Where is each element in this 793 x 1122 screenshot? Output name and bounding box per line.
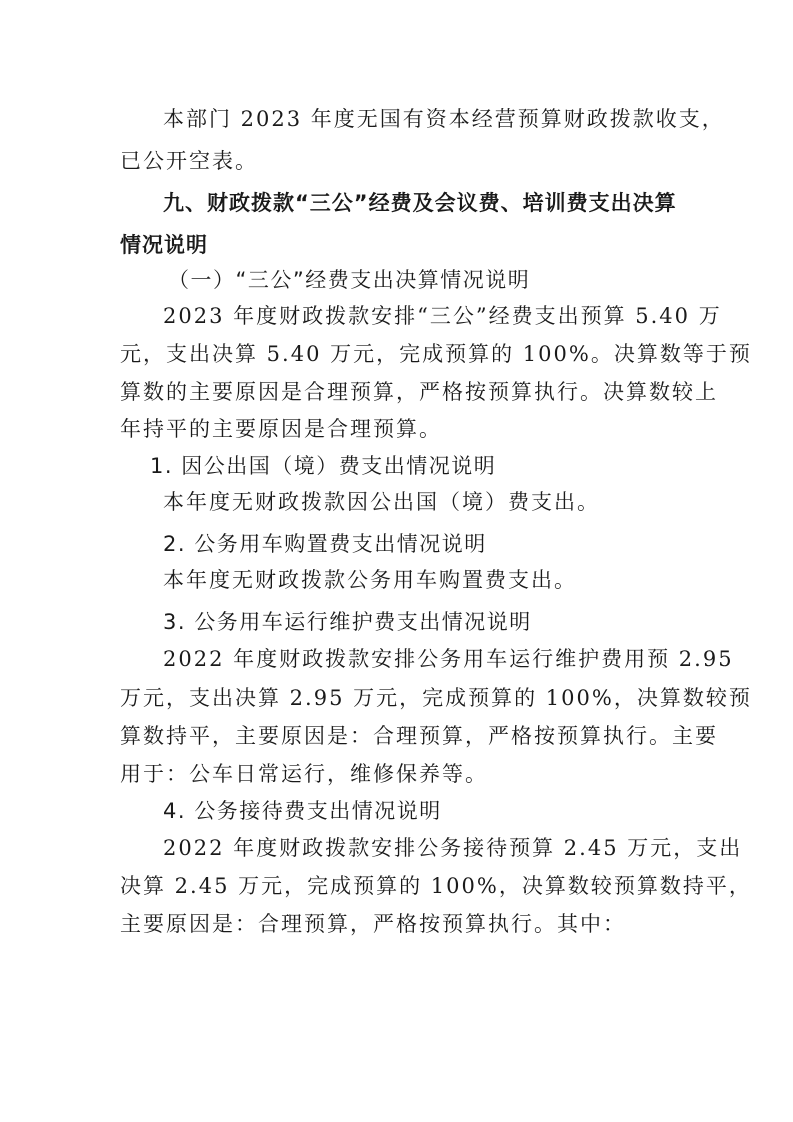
subsection-heading: （一）“三公”经费支出决算情况说明: [168, 268, 531, 292]
paragraph-line: 2022 年度财政拨款安排公务用车运行维护费用预 2.95: [163, 647, 734, 671]
paragraph-line: 决算 2.45 万元，完成预算的 100%，决算数较预算数持平，: [120, 874, 752, 898]
paragraph-line: 万元，支出决算 2.95 万元，完成预算的 100%，决算数较预: [120, 686, 752, 710]
section-heading: 情况说明: [120, 233, 208, 257]
paragraph-line: 用于：公车日常运行，维修保养等。: [120, 762, 488, 786]
paragraph-line: 元，支出决算 5.40 万元，完成预算的 100%。决算数等于预: [120, 342, 752, 366]
paragraph-line: 算数持平，主要原因是：合理预算，严格按预算执行。主要: [120, 724, 718, 748]
item-heading: 3. 公务用车运行维护费支出情况说明: [163, 610, 532, 634]
paragraph-line: 已公开空表。: [120, 149, 258, 173]
paragraph-line: 年持平的主要原因是合理预算。: [120, 417, 442, 441]
paragraph-line: 算数的主要原因是合理预算，严格按预算执行。决算数较上: [120, 380, 718, 404]
item-heading: 2. 公务用车购置费支出情况说明: [163, 532, 487, 556]
paragraph-line: 本年度无财政拨款公务用车购置费支出。: [163, 568, 577, 592]
item-heading: 4. 公务接待费支出情况说明: [163, 799, 442, 823]
item-heading: 1. 因公出国（境）费支出情况说明: [150, 454, 497, 478]
section-heading: 九、财政拨款“三公”经费及会议费、培训费支出决算: [163, 191, 677, 215]
paragraph-line: 本部门 2023 年度无国有资本经营预算财政拨款收支，: [163, 107, 725, 131]
paragraph-line: 本年度无财政拨款因公出国（境）费支出。: [163, 490, 600, 514]
paragraph-line: 2022 年度财政拨款安排公务接待预算 2.45 万元，支出: [163, 836, 743, 860]
paragraph-line: 主要原因是：合理预算，严格按预算执行。其中：: [120, 912, 626, 936]
paragraph-line: 2023 年度财政拨款安排“三公”经费支出预算 5.40 万: [163, 304, 722, 328]
